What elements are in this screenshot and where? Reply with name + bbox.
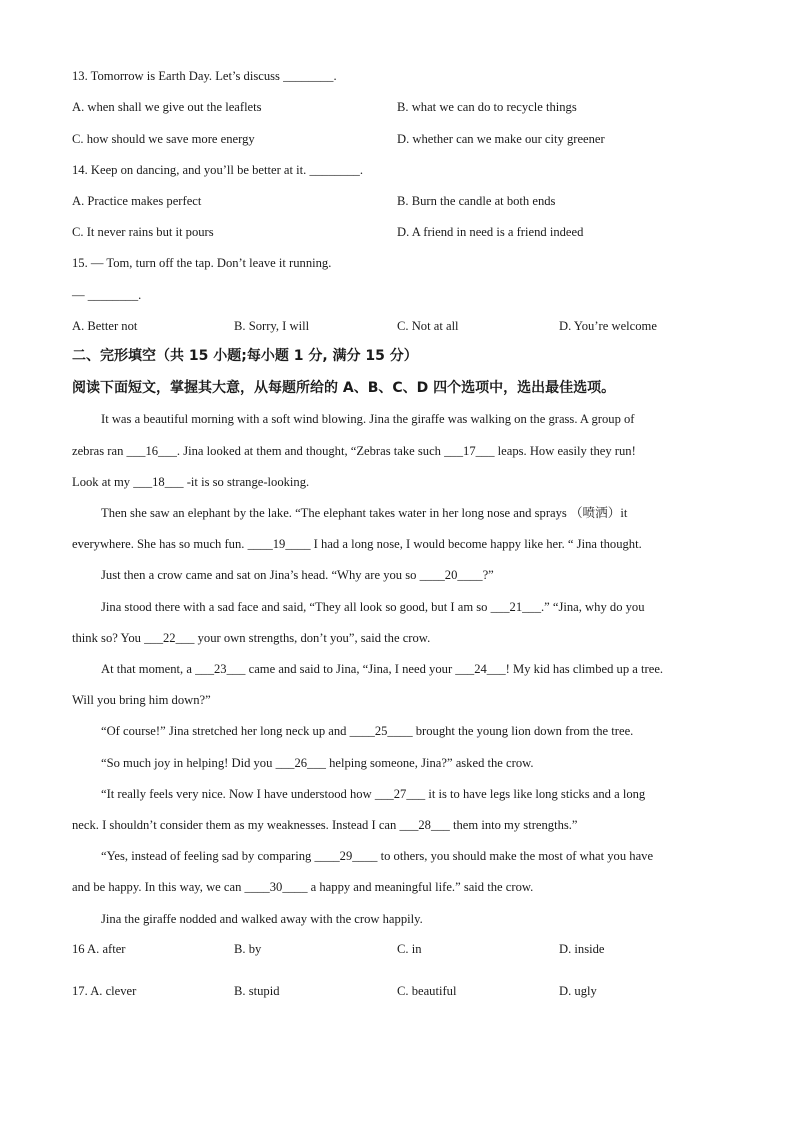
blank-number: ___27___	[374, 787, 426, 801]
passage-line	[101, 755, 534, 771]
passage-text: Will you bring him down?”	[72, 693, 211, 707]
blank-number: ___28___	[399, 818, 450, 832]
question-13-stem: 13. Tomorrow is Earth Day. Let’s discuss ________.	[72, 69, 337, 83]
answer-17-option-d: D. ugly	[559, 984, 597, 998]
answer-16-option-b: B. by	[234, 942, 262, 956]
question-14-option-b: B. Burn the candle at both ends	[397, 194, 556, 208]
answer-16-option-a: 16 A. after	[72, 942, 126, 956]
passage-text: Jina the giraffe nodded and walked away with the crow happily.	[101, 912, 423, 926]
blank-number: ____20____	[419, 568, 483, 582]
question-13-option-c: C. how should we save more energy	[72, 132, 255, 146]
passage-text: helping someone, Jina?” asked the crow.	[325, 756, 534, 770]
question-15-option-a: A. Better not	[72, 319, 138, 333]
question-15-stem: 15. — Tom, turn off the tap. Don’t leave it running.	[72, 256, 332, 270]
passage-line	[72, 817, 578, 833]
blank-number: ____30____	[244, 880, 308, 894]
passage-line	[72, 630, 430, 646]
passage-text: leaps. How easily they run!	[494, 444, 636, 458]
question-14-option-a: A. Practice makes perfect	[72, 194, 202, 208]
blank-number: ___18___	[133, 475, 184, 489]
passage-line	[72, 692, 211, 708]
blank-number: ___17___	[444, 444, 495, 458]
passage-line	[101, 911, 423, 927]
passage-text: “So much joy in helping! Did you	[101, 756, 276, 770]
passage-text: it is to have legs like long sticks and a long	[425, 787, 646, 801]
passage-text: It was a beautiful morning with a soft wind blowing. Jina the giraffe was walking on the grass. A group of	[101, 412, 635, 426]
passage-text: everywhere. She has so much fun.	[72, 537, 248, 551]
blank-number: ___23___	[195, 662, 246, 676]
answer-16-option-c: C. in	[397, 942, 422, 956]
question-14-option-c: C. It never rains but it pours	[72, 225, 214, 239]
blank-number: ____19____	[247, 537, 311, 551]
passage-text: Look at my	[72, 475, 134, 489]
passage-text: “Of course!” Jina stretched her long neck up and	[101, 724, 350, 738]
section-instruction: 阅读下面短文，掌握其大意，从每题所给的 A、B、C、D 四个选项中，选出最佳选项。	[72, 380, 616, 396]
passage-line	[101, 567, 494, 583]
passage-text: a happy and meaningful life.” said the crow.	[307, 880, 534, 894]
blank-number: ___21___	[490, 600, 541, 614]
passage-text: neck. I shouldn’t consider them as my weaknesses. Instead I can	[72, 818, 400, 832]
passage-text: your own strengths, don’t you”, said the crow.	[194, 631, 431, 645]
passage-line	[72, 536, 642, 552]
passage-text: them into my strengths.”	[449, 818, 578, 832]
passage-text: -it is so strange-looking.	[183, 475, 310, 489]
passage-text: “It really feels very nice. Now I have understood how	[101, 787, 375, 801]
passage-text: I had a long nose, I would become happy like her. “ Jina thought.	[310, 537, 642, 551]
passage-line	[101, 505, 627, 521]
blank-number: ___22___	[144, 631, 195, 645]
passage-line	[72, 474, 309, 490]
question-14-stem: 14. Keep on dancing, and you’ll be better at it. ________.	[72, 163, 363, 177]
passage-text: and be happy. In this way, we can	[72, 880, 245, 894]
passage-text: think so? You	[72, 631, 145, 645]
passage-text: Just then a crow came and sat on Jina’s head. “Why are you so	[101, 568, 420, 582]
question-15-option-b: B. Sorry, I will	[234, 319, 310, 333]
question-15-option-c: C. Not at all	[397, 319, 459, 333]
passage-text: zebras ran	[72, 444, 127, 458]
section-heading: 二、完形填空（共 15 小题;每小题 1 分, 满分 15 分）	[72, 348, 418, 364]
passage-line	[101, 661, 663, 677]
passage-text: brought the young lion down from the tree.	[412, 724, 634, 738]
question-15-response: — ________.	[72, 288, 142, 302]
passage-text: “Yes, instead of feeling sad by comparing	[101, 849, 315, 863]
answer-17-option-c: C. beautiful	[397, 984, 457, 998]
blank-number: ___26___	[275, 756, 326, 770]
passage-line	[72, 879, 533, 895]
passage-text: .” “Jina, why do you	[541, 600, 645, 614]
passage-text: ?”	[482, 568, 494, 582]
question-13-option-b: B. what we can do to recycle things	[397, 100, 577, 114]
passage-line	[72, 443, 636, 459]
passage-text: Jina stood there with a sad face and said, “They all look so good, but I am so	[101, 600, 491, 614]
question-13-option-d: D. whether can we make our city greener	[397, 132, 605, 146]
question-13-option-a: A. when shall we give out the leaflets	[72, 100, 262, 114]
answer-17-option-b: B. stupid	[234, 984, 280, 998]
passage-text: to others, you should make the most of what you have	[377, 849, 654, 863]
question-15-option-d: D. You’re welcome	[559, 319, 657, 333]
passage-line	[101, 599, 645, 615]
passage-text: At that moment, a	[101, 662, 196, 676]
answer-16-option-d: D. inside	[559, 942, 605, 956]
blank-number: ___16___	[126, 444, 177, 458]
blank-number: ____29____	[314, 849, 378, 863]
passage-text: Then she saw an elephant by the lake. “The elephant takes water in her long nose and sprays （喷洒）it	[101, 506, 628, 520]
passage-line	[101, 723, 633, 739]
passage-line	[101, 786, 645, 802]
blank-number: ___24___	[455, 662, 506, 676]
passage-text: . Jina looked at them and thought, “Zebras take such	[176, 444, 445, 458]
passage-text: came and said to Jina, “Jina, I need your	[245, 662, 456, 676]
answer-17-option-a: 17. A. clever	[72, 984, 137, 998]
passage-line	[101, 848, 653, 864]
passage-line	[101, 411, 635, 427]
question-14-option-d: D. A friend in need is a friend indeed	[397, 225, 584, 239]
passage-text: ! My kid has climbed up a tree.	[505, 662, 664, 676]
blank-number: ____25____	[349, 724, 413, 738]
